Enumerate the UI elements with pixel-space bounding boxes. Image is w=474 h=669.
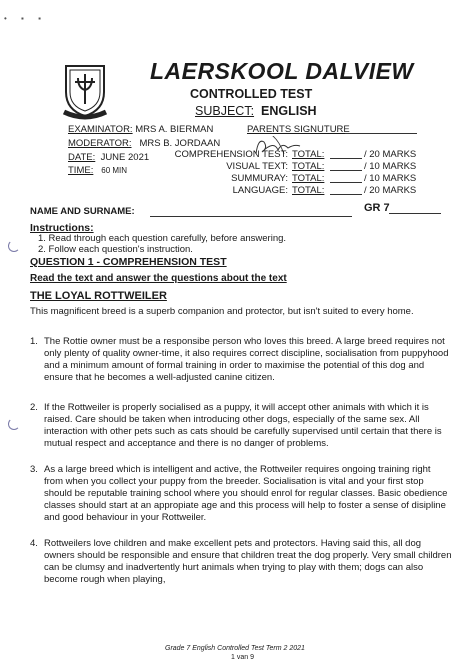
paragraph-number: 2. <box>30 402 38 413</box>
marks-score-line[interactable] <box>330 170 362 171</box>
corner-marks: • ▪ ▪ <box>4 14 47 23</box>
marks-total-label: TOTAL: <box>292 173 325 184</box>
grade-line[interactable] <box>389 213 441 214</box>
marks-section-label: SUMMURAY: <box>231 173 288 184</box>
time-label: TIME: <box>68 165 94 176</box>
paragraph-number: 3. <box>30 464 38 475</box>
examiner-label: EXAMINATOR: <box>68 124 133 135</box>
school-crest-icon <box>62 62 108 120</box>
moderator-value: MRS B. JORDAAN <box>139 138 221 149</box>
marks-section-label: COMPREHENSION TEST: <box>174 149 288 160</box>
instruction-item: 2. Follow each question's instruction. <box>38 244 193 255</box>
marks-section-label: VISUAL TEXT: <box>226 161 288 172</box>
marks-out-of: / 20 MARKS <box>364 149 417 160</box>
test-type: CONTROLLED TEST <box>190 87 313 101</box>
paragraph-text: If the Rottweiler is properly socialised as a puppy, it will accept other animals with which it is raised. Care should be taken when introducing other dogs, especially of the same sex. All interaction with other pets such as cats should be carefully supervised until certain that there is mutual respect and acceptance and there is no danger of problems. <box>44 402 442 449</box>
date-label: DATE: <box>68 152 96 163</box>
date-value: JUNE 2021 <box>100 152 150 163</box>
parents-signature-line[interactable] <box>345 133 417 134</box>
marks-score-line[interactable] <box>330 182 362 183</box>
examiner-row <box>68 124 213 135</box>
moderator-row <box>68 138 220 149</box>
marks-out-of: / 10 MARKS <box>364 173 417 184</box>
marks-section-label: LANGUAGE: <box>232 185 288 196</box>
paragraph-text: The Rottie owner must be a responsibe person who loves this breed. A large breed requires not only plenty of quality owner-time, it also requires correct discipline, socialisation from puppyhood and a minimum amount of formal training in order to maximise the potential of this dog and ensure that he becomes a well-adjusted canine citizen. <box>44 336 449 383</box>
grade-label: GR 7 <box>364 202 390 214</box>
marks-total-label: TOTAL: <box>292 149 325 160</box>
name-surname-line[interactable] <box>150 216 352 217</box>
school-name: LAERSKOOL DALVIEW <box>150 58 414 84</box>
story-title: THE LOYAL ROTTWEILER <box>30 290 167 302</box>
time-value: 60 MIN <box>101 166 128 175</box>
examiner-value: MRS A. BIERMAN <box>135 124 214 135</box>
page-number: 1 van 9 <box>231 654 254 661</box>
marks-out-of: / 20 MARKS <box>364 185 417 196</box>
punch-hole-icon <box>8 418 20 430</box>
time-row <box>68 165 127 176</box>
instruction-item: 1. Read through each question carefully, before answering. <box>38 233 287 244</box>
marks-score-line[interactable] <box>330 194 362 195</box>
parents-signature-label: PARENTS SIGNUTURE <box>247 124 350 135</box>
story-intro: This magnificent breed is a superb companion and protector, but isn't suited to every home. <box>30 306 414 317</box>
marks-total-label: TOTAL: <box>292 161 325 172</box>
date-row <box>68 152 149 163</box>
footer-text: Grade 7 English Controlled Test Term 2 2021 <box>165 645 305 652</box>
marks-score-line[interactable] <box>330 158 362 159</box>
paragraph-text: As a large breed which is intelligent and active, the Rottweiler requires ongoing training right from when you collect your puppy from the breeder. Socialisation is vital and your first stop should be reputable training school where you should enrol for regular classes. Basic obedience classes should start at an appropiate age and this process will help to foster a sense of disipline and good behaviour in your Rottweiler. <box>44 464 448 523</box>
instructions-heading: Instructions: <box>30 222 94 234</box>
subject-label: SUBJECT: <box>195 104 255 118</box>
moderator-label: MODERATOR: <box>68 138 132 149</box>
paragraph-number: 1. <box>30 336 38 347</box>
marks-total-label: TOTAL: <box>292 185 325 196</box>
paragraph-text: Rottweilers love children and make excellent pets and protectors. Having said this, all dog owners should be responsible and ensure that children treat the dog properly. Very small children can be clumsy and inadvertently hurt animals when trying to play with them; dogs can also become rough when playing, <box>44 538 452 585</box>
paragraph-number: 4. <box>30 538 38 549</box>
question-heading: QUESTION 1 - COMPREHENSION TEST <box>30 256 227 268</box>
subject-line <box>195 104 317 118</box>
marks-out-of: / 10 MARKS <box>364 161 417 172</box>
name-surname-label: NAME AND SURNAME: <box>30 206 135 217</box>
subject-value: ENGLISH <box>261 104 317 118</box>
punch-hole-icon <box>8 240 20 252</box>
read-instruction: Read the text and answer the questions about the text <box>30 273 287 284</box>
